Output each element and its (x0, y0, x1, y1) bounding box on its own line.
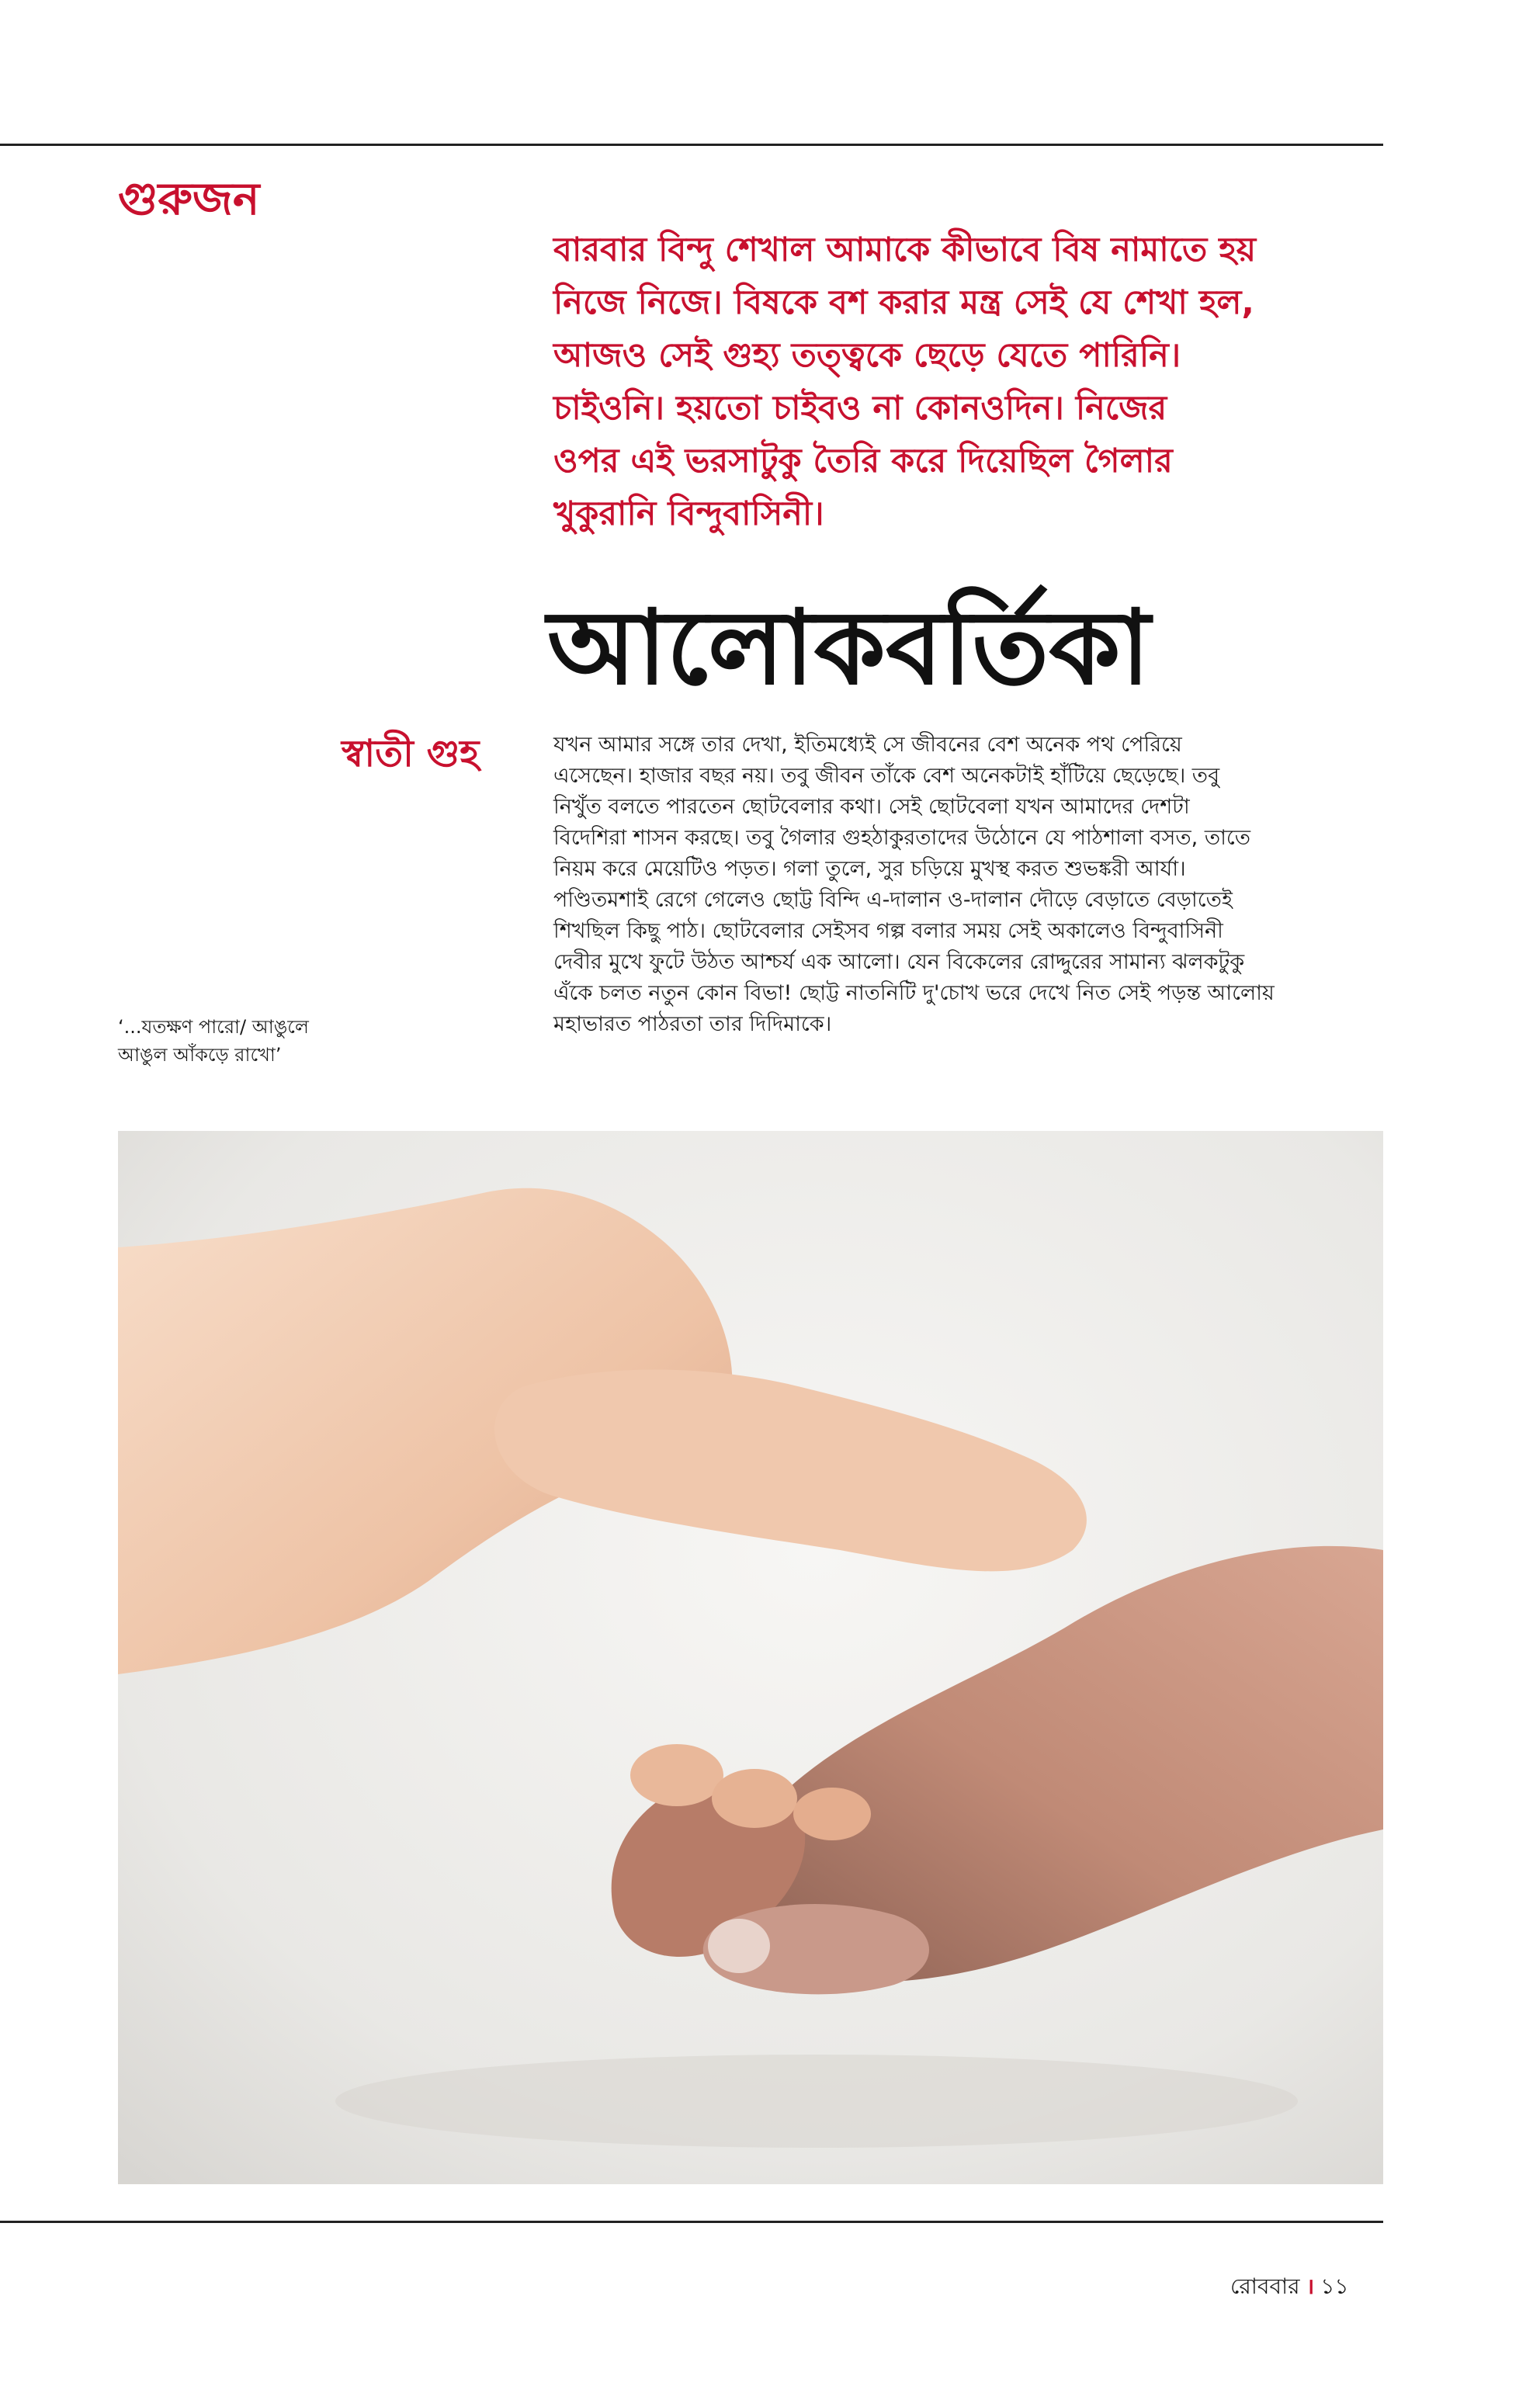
pullquote-line: খুকুরানি বিন্দুবাসিনী। (553, 494, 824, 533)
page-number: ১১ (1320, 2273, 1349, 2299)
body-line: দেবীর মুখে ফুটে উঠত আশ্চর্য এক আলো। যেন বিকেলের রোদ্দুরের সামান্য ঝলকটুকু (553, 950, 1245, 974)
pullquote-line: ওপর এই ভরসাটুকু তৈরি করে দিয়েছিল গৈলার (553, 442, 1173, 480)
bottom-rule (0, 2221, 1383, 2223)
photo-caption (118, 1013, 444, 1069)
article-title: আলোকবর্তিকা (547, 588, 1150, 708)
publication-name: রোববার (1230, 2273, 1300, 2299)
body-line: যখন আমার সঙ্গে তার দেখা, ইতিমধ্যেই সে জীবনের বেশ অনেক পথ পেরিয়ে (553, 733, 1182, 757)
body-line: বিদেশিরা শাসন করছে। তবু গৈলার গুহঠাকুরতাদের উঠোনে যে পাঠশালা বসত, তাতে (553, 826, 1251, 850)
body-line: পণ্ডিতমশাই রেগে গেলেও ছোট্ট বিন্দি এ-দালান ও-দালান দৌড়ে বেড়াতে বেড়াতেই (553, 888, 1233, 912)
body-line: শিখছিল কিছু পাঠ। ছোটবেলার সেইসব গল্প বলার সময় সেই অকালেও বিন্দুবাসিনী (553, 919, 1223, 943)
author-byline: স্বাতী গুহ (342, 732, 480, 775)
body-line: মহাভারত পাঠরতা তার দিদিমাকে। (553, 1012, 832, 1036)
article-body (553, 730, 1384, 1040)
pullquote-line: বারবার বিন্দু শেখাল আমাকে কীভাবে বিষ নামাতে হয় (553, 231, 1257, 269)
section-label: গুরুজন (118, 172, 260, 225)
pullquote-line: চাইওনি। হয়তো চাইবও না কোনওদিন। নিজের (553, 389, 1167, 428)
pullquote-line: আজও সেই গুহ্য তত্ত্বকে ছেড়ে যেতে পারিনি। (553, 336, 1181, 375)
pullquote-line: নিজে নিজে। বিষকে বশ করার মন্ত্র সেই যে শেখা হল, (553, 283, 1254, 322)
caption-line: আঙুল আঁকড়ে রাখো’ (118, 1044, 282, 1066)
body-line: এসেছেন। হাজার বছর নয়। তবু জীবন তাঁকে বেশ অনেকটাই হাঁটিয়ে ছেড়েছে। তবু (553, 764, 1220, 788)
caption-line: ‘...যতক্ষণ পারো/ আঙুলে (118, 1016, 309, 1038)
pullquote (553, 224, 1376, 540)
body-line: এঁকে চলত নতুন কোন বিভা! ছোট্ট নাতনিটি দু'চোখ ভরে দেখে নিত সেই পড়ন্ত আলোয় (553, 981, 1275, 1005)
top-rule (0, 144, 1383, 146)
body-line: নিয়ম করে মেয়েটিও পড়ত। গলা তুলে, সুর চড়িয়ে মুখস্থ করত শুভঙ্করী আর্যা। (553, 857, 1186, 881)
holding-hands-photo (118, 1131, 1383, 2184)
page-footer (1230, 2270, 1349, 2306)
footer-separator: । (1306, 2273, 1315, 2299)
body-line: নিখুঁত বলতে পারতেন ছোটবেলার কথা। সেই ছোটবেলা যখন আমাদের দেশটা (553, 795, 1190, 819)
